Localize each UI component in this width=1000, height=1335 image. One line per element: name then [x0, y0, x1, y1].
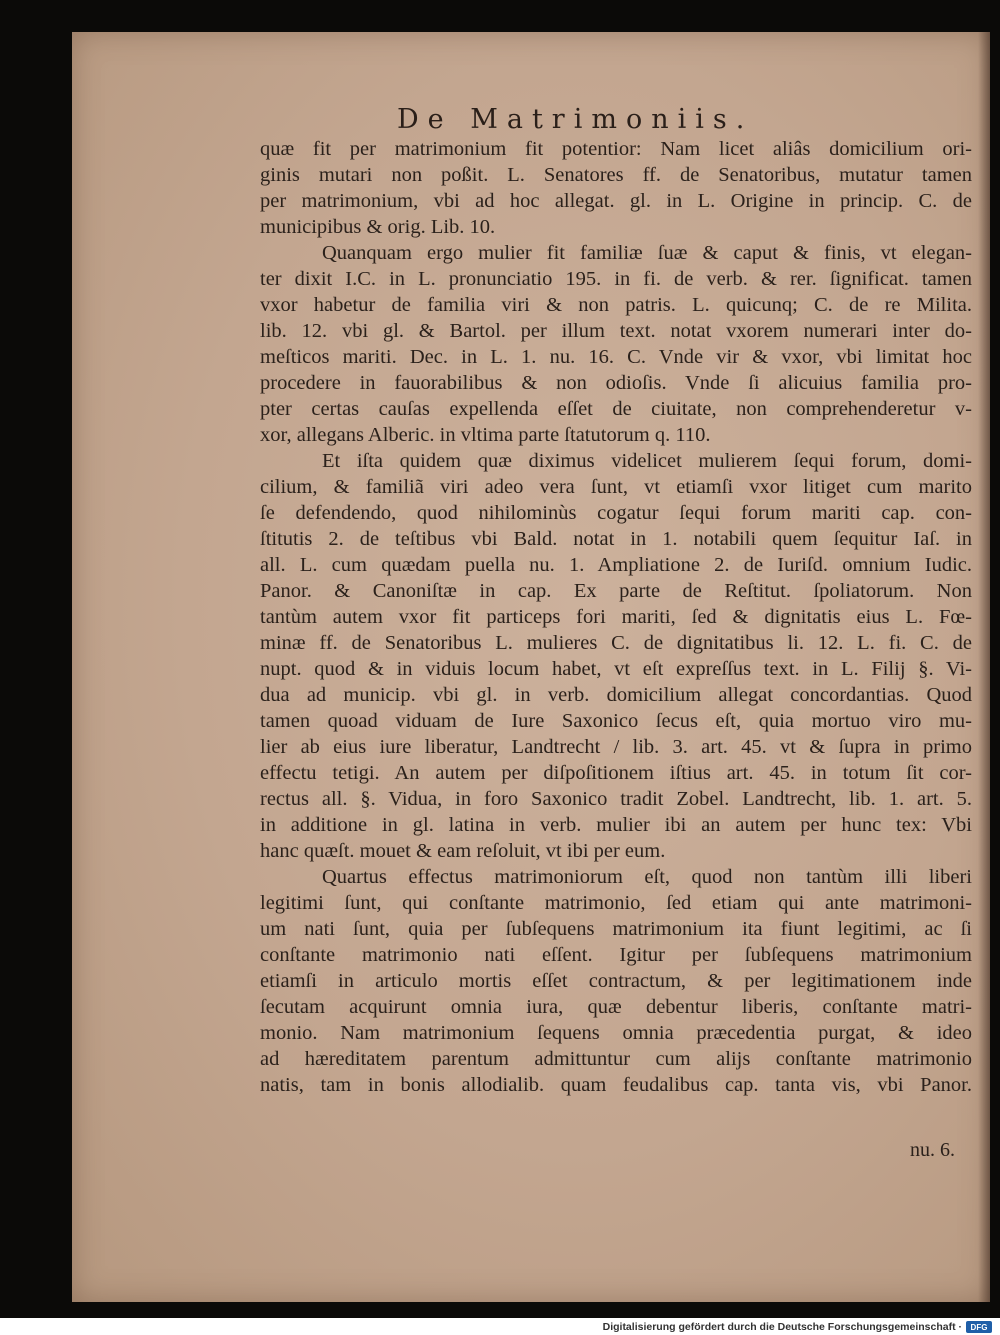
- text-line: cilium, & familiã viri adeo vera ſunt, vt etiamſi vxor litiget cum marito: [260, 476, 972, 498]
- text-line: nupt. quod & in viduis locum habet, vt eſt expreſſus text. in L. Filij §. Vi-: [260, 658, 972, 680]
- text-line: vxor habetur de familia viri & non patris. L. quicunq; C. de re Milita.: [260, 294, 972, 316]
- text-line: um nati ſunt, quia per ſubſequens matrimonium ita fiunt legitimi, ac ſi: [260, 918, 972, 940]
- text-line: ad hæreditatem parentum admittuntur cum alijs conſtante matrimonio: [260, 1048, 972, 1070]
- text-line: xor, allegans Alberic. in vltima parte ſtatutorum q. 110.: [260, 424, 711, 446]
- page-edge-shadow: [978, 32, 990, 1302]
- text-line: in additione in gl. latina in verb. mulier ibi an autem per hunc tex: Vbi: [260, 814, 972, 836]
- text-line: all. L. cum quædam puella nu. 1. Ampliatione 2. de Iuriſd. omnium Iudic.: [260, 554, 972, 576]
- text-line: minæ ff. de Senatoribus L. mulieres C. de dignitatibus li. 12. L. fi. C. de: [260, 632, 972, 654]
- text-line: legitimi ſunt, qui conſtante matrimonio, ſed etiam qui ante matrimoni-: [260, 892, 972, 914]
- running-head: De Matrimoniis.: [397, 104, 754, 135]
- text-line: Quartus effectus matrimoniorum eſt, quod non tantùm illi liberi: [322, 866, 972, 888]
- text-line: ginis mutari non poßit. L. Senatores ff. de Senatoribus, mutatur tamen: [260, 164, 972, 186]
- text-line: Et iſta quidem quæ diximus videlicet mulierem ſequi forum, domi-: [322, 450, 972, 472]
- text-line: per matrimonium, vbi ad hoc allegat. gl. in L. Origine in princip. C. de: [260, 190, 972, 212]
- catchword: nu. 6.: [910, 1139, 955, 1161]
- body-text: [260, 136, 972, 1098]
- text-line: lib. 12. vbi gl. & Bartol. per illum text. notat vxorem numerari inter do-: [260, 320, 972, 342]
- text-line: meſticos mariti. Dec. in L. 1. nu. 16. C. Vnde vir & vxor, vbi limitat hoc: [260, 346, 972, 368]
- text-line: tamen quoad viduam de Iure Saxonico ſecus eſt, quia mortuo viro mu-: [260, 710, 972, 732]
- text-line: natis, tam in bonis allodialib. quam feudalibus cap. tanta vis, vbi Panor.: [260, 1074, 972, 1096]
- credit-text: Digitalisierung gefördert durch die Deutsche Forschungsgemeinschaft ·: [602, 1321, 962, 1333]
- text-line: ſe defendendo, quod nihilominùs cogatur ſequi forum mariti cap. con-: [260, 502, 972, 524]
- text-line: monio. Nam matrimonium ſequens omnia præcedentia purgat, & ideo: [260, 1022, 972, 1044]
- text-line: Quanquam ergo mulier fit familiæ ſuæ & caput & finis, vt elegan-: [322, 242, 972, 264]
- text-line: quæ fit per matrimonium fit potentior: Nam licet aliâs domicilium ori-: [260, 138, 972, 160]
- text-line: procedere in fauorabilibus & non odioſis. Vnde ſi alicuius familia pro-: [260, 372, 972, 394]
- text-line: conſtante matrimonio nati eſſent. Igitur per ſubſequens matrimonium: [260, 944, 972, 966]
- text-line: etiamſi in articulo mortis eſſet contractum, & per legitimationem inde: [260, 970, 972, 992]
- text-line: effectu tetigi. An autem per diſpoſitionem iſtius art. 45. in totum ſit cor-: [260, 762, 972, 784]
- text-line: tantùm autem vxor fit particeps fori mariti, ſed & dignitatis eius L. Fœ-: [260, 606, 972, 628]
- text-line: municipibus & orig. Lib. 10.: [260, 216, 496, 238]
- book-page: [72, 32, 990, 1302]
- text-line: pter certas cauſas expellenda eſſet de ciuitate, non comprehenderetur v-: [260, 398, 972, 420]
- text-line: ſtitutis 2. de teſtibus vbi Bald. notat in 1. notabili quem ſequitur Iaſ. in: [260, 528, 972, 550]
- text-line: rectus all. §. Vidua, in foro Saxonico tradit Zobel. Landtrecht, lib. 1. art. 5.: [260, 788, 972, 810]
- text-line: Panor. & Canoniſtæ in cap. Ex parte de Reſtitut. ſpoliatorum. Non: [260, 580, 972, 602]
- dfg-logo-icon: DFG: [966, 1321, 992, 1333]
- text-line: ſecutam acquirunt omnia iura, quæ debentur liberis, conſtante matri-: [260, 996, 972, 1018]
- text-line: ter dixit I.C. in L. pronunciatio 195. in fi. de verb. & rer. ſignificat. tamen: [260, 268, 972, 290]
- text-line: dua ad municip. vbi gl. in verb. domicilium allegat concordantias. Quod: [260, 684, 972, 706]
- digitization-credit: [603, 1319, 992, 1335]
- text-line: lier ab eius iure liberatur, Landtrecht / lib. 3. art. 45. vt & ſupra in primo: [260, 736, 972, 758]
- text-line: hanc quæſt. mouet & eam reſoluit, vt ibi per eum.: [260, 840, 666, 862]
